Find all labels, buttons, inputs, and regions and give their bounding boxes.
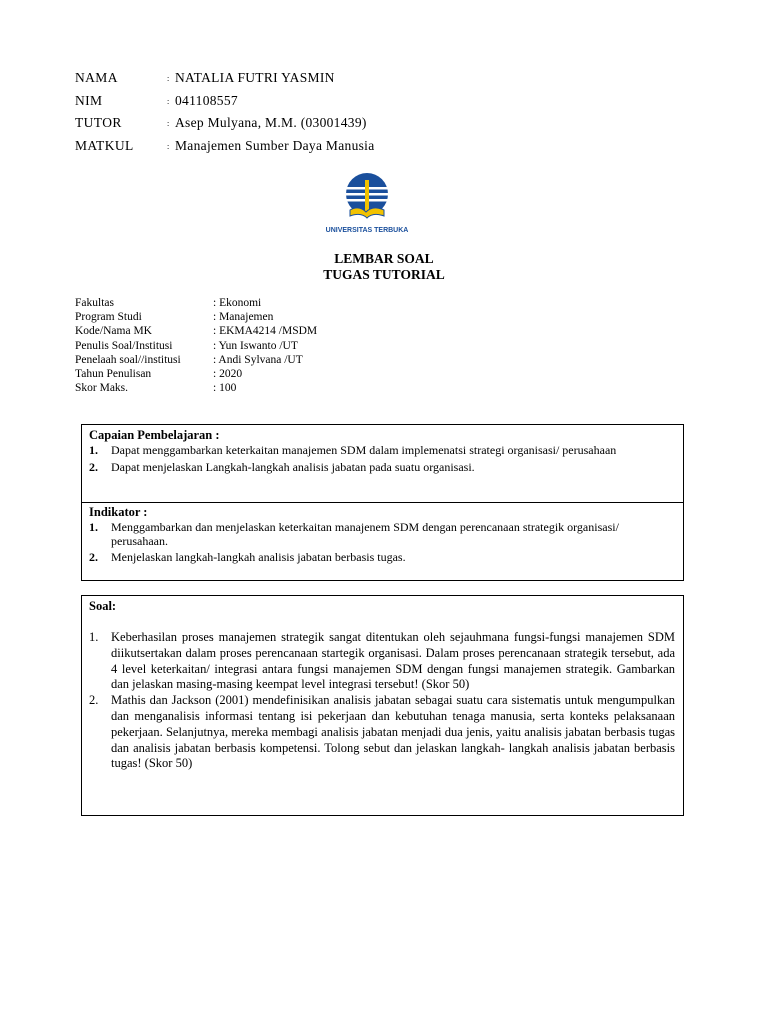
list-item	[89, 461, 675, 475]
colon: :	[167, 74, 170, 83]
title-line-1: LEMBAR SOAL	[334, 251, 434, 266]
meta-value: : Manajemen	[213, 311, 274, 324]
student-label: TUTOR	[75, 115, 122, 130]
item-number: 2.	[89, 550, 98, 564]
item-number: 1.	[89, 520, 98, 534]
soal-title: Soal:	[89, 599, 117, 613]
course-meta	[75, 297, 317, 396]
list-item	[89, 444, 675, 458]
colon: :	[167, 141, 170, 151]
meta-row	[75, 368, 317, 382]
student-label: MATKUL	[75, 137, 134, 153]
indikator-title: Indikator :	[89, 505, 148, 519]
meta-row	[75, 340, 317, 354]
question-number: 1.	[89, 630, 99, 644]
item-text: Menjelaskan langkah-langkah analisis jabatan berbasis tugas.	[111, 550, 406, 564]
title-line-2: TUGAS TUTORIAL	[323, 267, 445, 282]
meta-value: : Ekonomi	[213, 297, 262, 309]
item-text: Menggambarkan dan menjelaskan keterkaitan manajenem SDM dengan perencanaan strategik organisasi/ perusahaan.	[111, 520, 619, 548]
meta-value: : 2020	[213, 367, 243, 380]
student-value: NATALIA FUTRI YASMIN	[175, 70, 335, 85]
question-number: 2.	[89, 693, 99, 708]
colon: :	[167, 119, 170, 128]
universitas-terbuka-logo	[312, 172, 422, 236]
student-label: NAMA	[75, 70, 118, 85]
list-item	[89, 551, 675, 565]
meta-row	[75, 382, 317, 396]
student-label: NIM	[75, 92, 103, 108]
student-value: 041108557	[175, 92, 238, 108]
student-row-nama	[75, 70, 375, 93]
item-text: Dapat menjelaskan Langkah-langkah analisis jabatan pada suatu organisasi.	[111, 459, 475, 474]
meta-row	[75, 311, 317, 325]
meta-row	[75, 354, 317, 368]
question-text: Keberhasilan proses manajemen strategik sangat ditentukan oleh sejauhmana fungsi-fungsi manajemen SDM diikutsertakan dalam proses perencanaan startegik organisasi. Dalam proses perencanaan strategik tersebut, ada 4 level keterkaitan/ integrasi antara fungsi manajemen SDM dengan fungsi manajemen strategik. Gambarkan dan jelaskan masing-masing keempat level integrasi tersebut! (Skor 50)	[111, 630, 675, 692]
item-text: Dapat menggambarkan keterkaitan manajemen SDM dalam implemenatsi strategi organisasi/ perusahaan	[111, 443, 617, 457]
meta-label: Kode/Nama MK	[75, 325, 152, 338]
meta-value: : EKMA4214 /MSDM	[213, 325, 318, 338]
learning-outcomes-box	[81, 424, 684, 581]
question-text: Mathis dan Jackson (2001) mendefinisikan analisis jabatan sebagai suatu cara sistematis untuk mengumpulkan dan menganalisis informasi tentang isi pekerjaan dan kebutuhan tenaga manusia, serta konteks pelaksanaan pekerjaan. Selanjutnya, mereka membagi analisis jabatan menjadi dua jenis, yaitu analisis jabatan berbasis tugas dan analisis jabatan berbasis kompetensi. Tolong sebut dan jelaskan langkah- langkah analisis jabatan berbasis tugas! (Skor 50)	[111, 693, 675, 771]
meta-value: : 100	[213, 382, 237, 395]
meta-label: Penelaah soal//institusi	[75, 353, 181, 366]
meta-row	[75, 325, 317, 339]
logo-text: UNIVERSITAS TERBUKA	[325, 227, 409, 234]
student-row-tutor	[75, 115, 375, 138]
student-row-matkul	[75, 138, 375, 161]
meta-value: : Yun Iswanto /UT	[213, 339, 298, 352]
meta-label: Program Studi	[75, 311, 142, 324]
item-number: 1.	[89, 443, 98, 457]
item-number: 2.	[89, 459, 98, 474]
student-value: Asep Mulyana, M.M. (03001439)	[175, 115, 367, 130]
meta-label: Skor Maks.	[75, 382, 129, 395]
capaian-section	[82, 425, 683, 474]
meta-value: : Andi Sylvana /UT	[213, 353, 303, 366]
meta-row	[75, 297, 317, 311]
student-value: Manajemen Sumber Daya Manusia	[175, 137, 375, 153]
meta-label: Fakultas	[75, 297, 114, 309]
questions-box	[81, 595, 684, 816]
list-item	[89, 521, 675, 548]
student-info	[75, 70, 375, 160]
question-item	[89, 693, 675, 772]
indikator-section	[89, 505, 675, 565]
capaian-title: Capaian Pembelajaran :	[89, 428, 220, 442]
student-row-nim	[75, 93, 375, 116]
question-item	[89, 630, 675, 693]
meta-label: Tahun Penulisan	[75, 367, 152, 380]
section-divider	[82, 502, 683, 503]
meta-label: Penulis Soal/Institusi	[75, 339, 173, 352]
colon: :	[167, 96, 170, 106]
